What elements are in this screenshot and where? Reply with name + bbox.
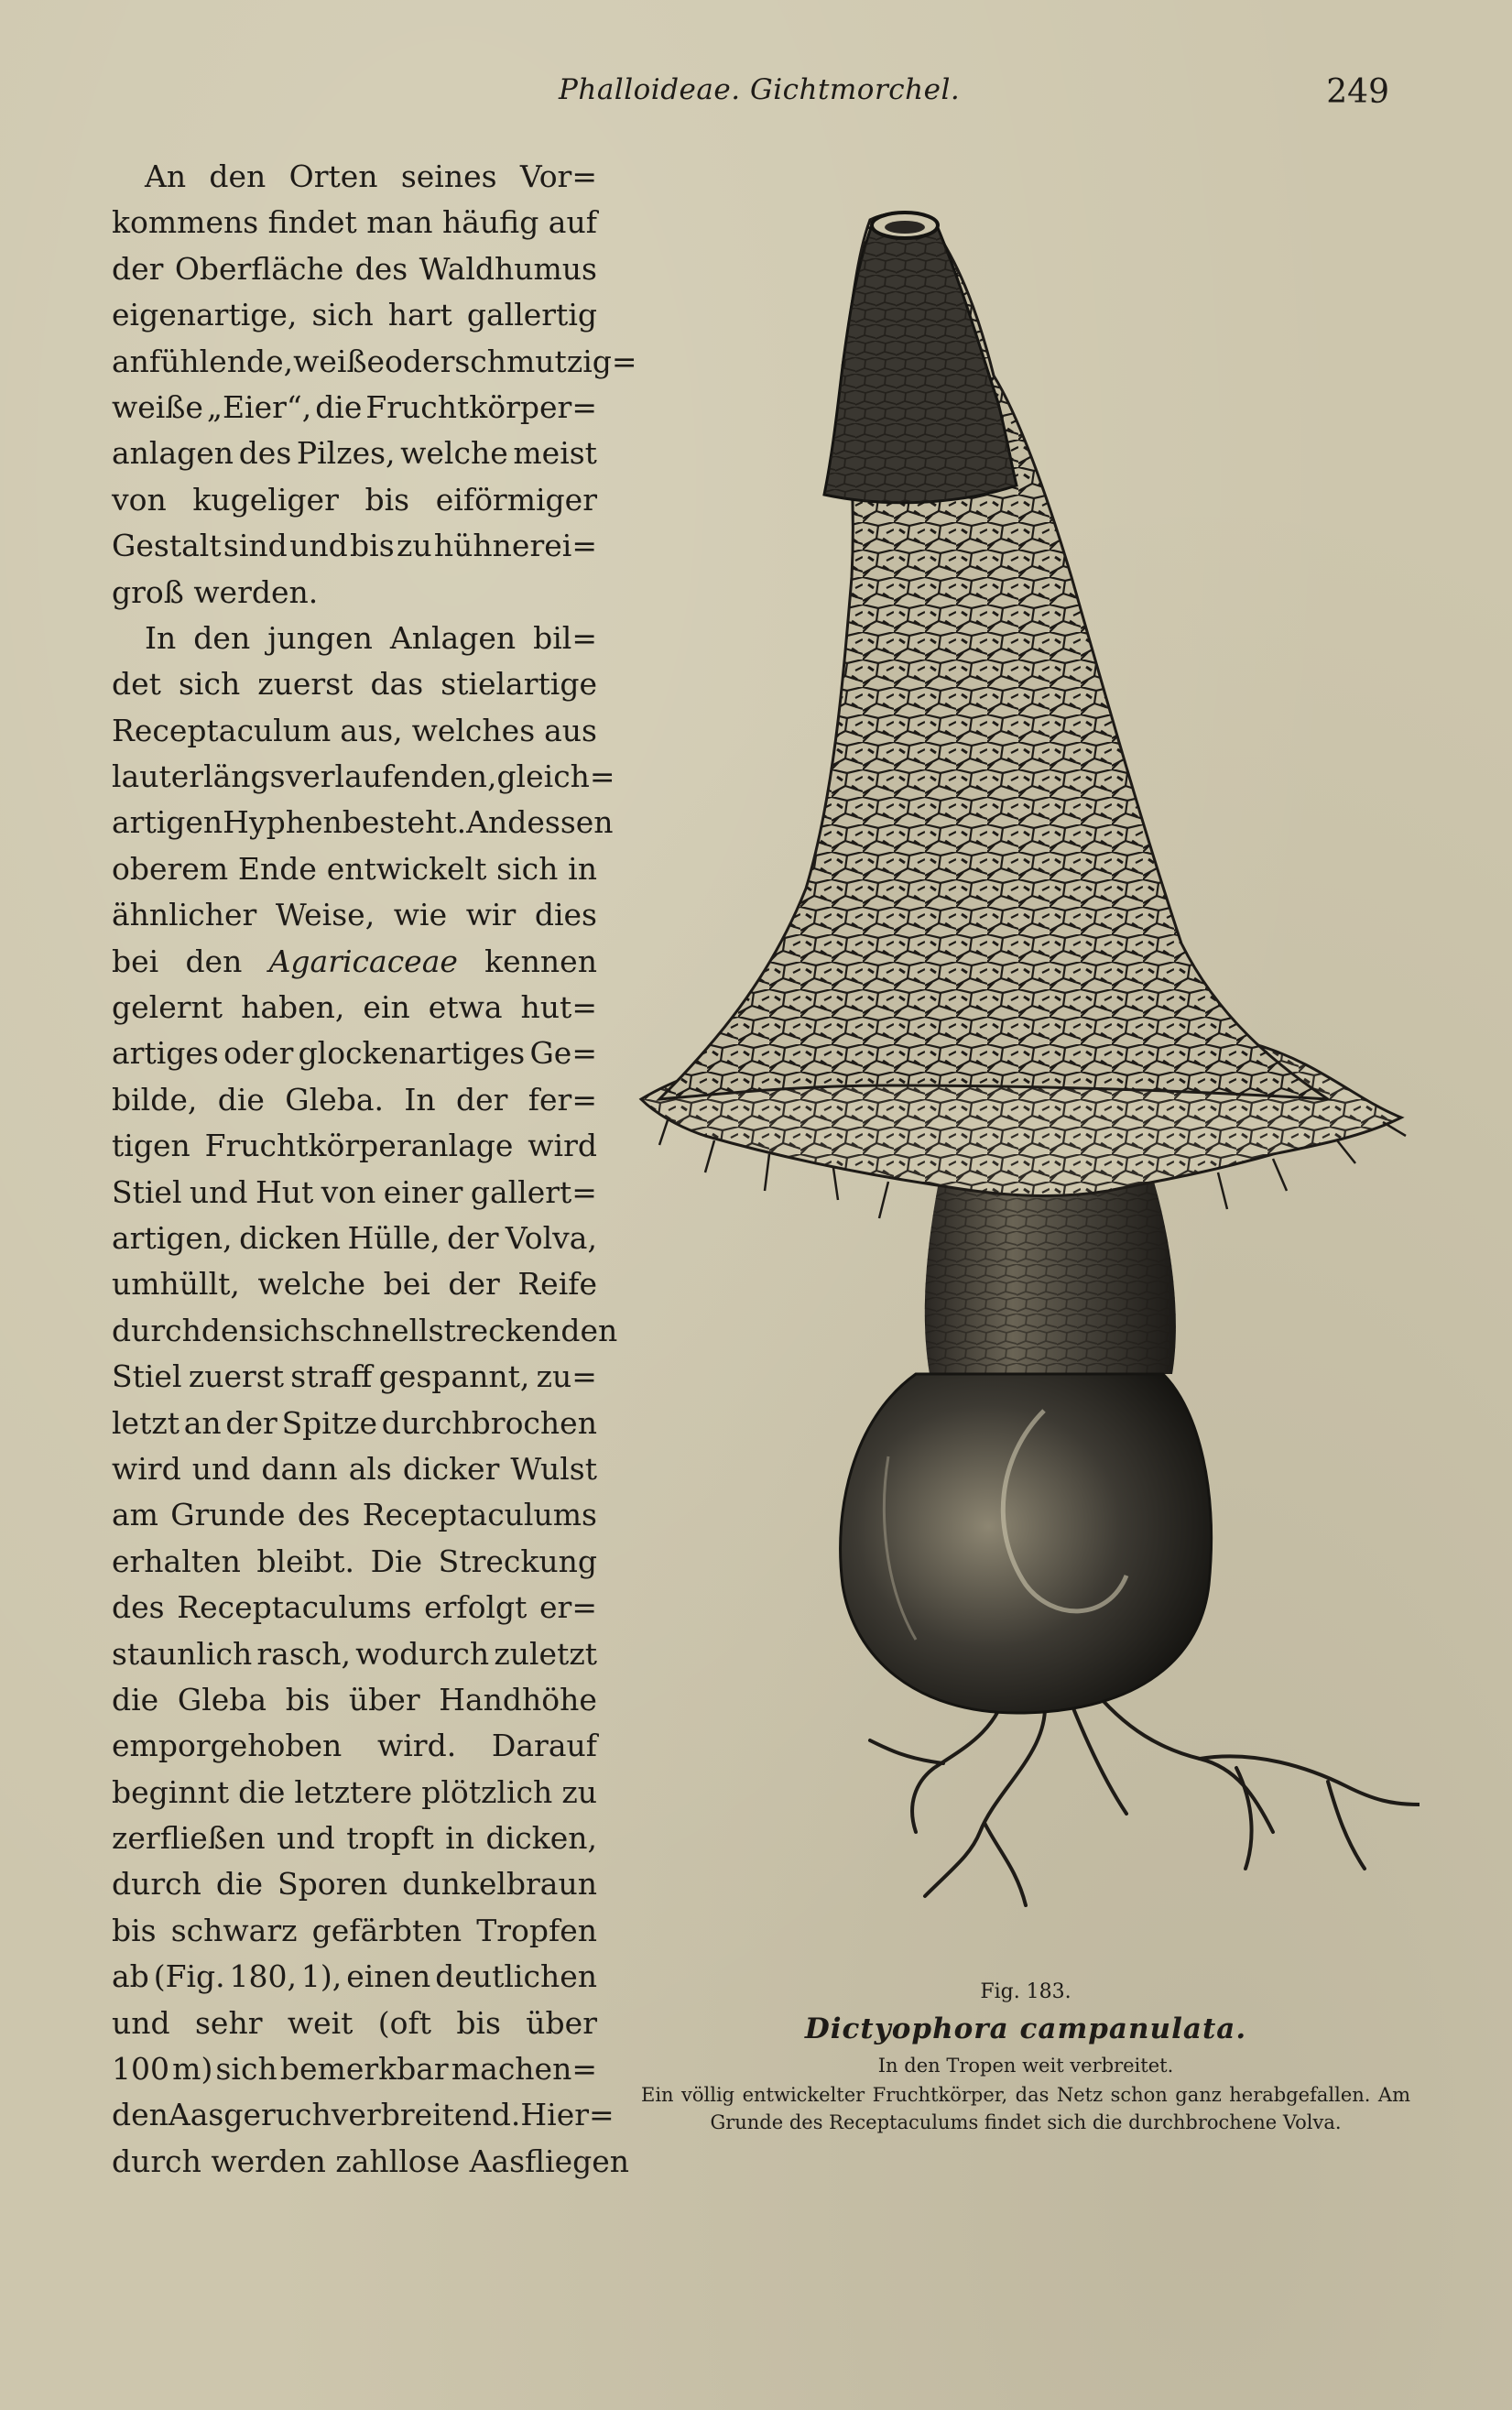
body-line: Gestalt sind und bis zu hühnerei= <box>112 528 597 564</box>
body-line: oberem Ende entwickelt sich in <box>112 850 597 887</box>
running-head-title: Phalloideae. Gichtmorchel. <box>559 73 961 106</box>
body-line: erhalten bleibt. Die Streckung <box>112 1543 597 1579</box>
body-line: beginnt die letztere plötzlich zu <box>112 1773 597 1810</box>
body-line: die Gleba bis über Handhöhe <box>112 1681 597 1718</box>
body-line: lauter längs verlaufenden, gleich= <box>112 758 615 795</box>
body-line: den Aasgeruch verbreitend. Hier= <box>112 2097 615 2133</box>
figure-species: Dictyophora campanulata. <box>804 2012 1247 2045</box>
body-line: wird und dann als dicker Wulst <box>112 1450 597 1487</box>
body-line: groß werden. <box>112 573 319 610</box>
body-line: am Grunde des Receptaculums <box>112 1497 597 1533</box>
body-line: Receptaculum aus, welches aus <box>112 712 597 748</box>
body-line: In den jungen Anlagen bil= <box>145 619 597 656</box>
body-line: anfühlende, weiße oder schmutzig= <box>112 343 637 379</box>
figure-range: In den Tropen weit verbreitet. <box>877 2055 1174 2077</box>
root-strands <box>870 1685 1420 1905</box>
figure-illustration <box>614 192 1420 1914</box>
body-line: letzt an der Spitze durchbrochen <box>112 1404 597 1441</box>
body-line: 100 m) sich bemerkbar machen= <box>112 2051 597 2088</box>
body-line: zerfließen und tropft in dicken, <box>112 1820 597 1857</box>
body-line: weiße „Eier“, die Fruchtkörper= <box>112 388 597 425</box>
figure-description: Ein völlig entwickelter Fruchtkörper, das Netz schon ganz herabgefallen. Am Grunde des Receptaculums findet sich die durchbrochene Volva. <box>641 2084 1410 2133</box>
body-line: ähnlicher Weise, wie wir dies <box>112 897 597 933</box>
body-line: und sehr weit (oft bis über <box>112 2004 597 2041</box>
body-line: tigen Fruchtkörperanlage wird <box>112 1128 597 1164</box>
body-line: der Oberfläche des Waldhumus <box>112 250 597 287</box>
page-number: 249 <box>1326 73 1389 111</box>
body-line: bilde, die Gleba. In der fer= <box>112 1081 597 1118</box>
body-line: bis schwarz gefärbten Tropfen <box>112 1912 597 1948</box>
body-line: umhüllt, welche bei der Reife <box>112 1266 597 1303</box>
body-line: bei den Agaricaceae kennen <box>112 943 597 979</box>
figure-label: Fig. 183. <box>980 1980 1071 2003</box>
body-line: artigen, dicken Hülle, der Volva, <box>112 1219 597 1256</box>
body-line: artigen Hyphen besteht. An dessen <box>112 804 614 841</box>
body-line: Stiel zuerst straff gespannt, zu= <box>112 1358 597 1395</box>
body-line: durch den sich schnell streckenden <box>112 1312 618 1348</box>
mushroom-illustration-icon <box>614 192 1420 1914</box>
figure-caption <box>641 1977 1410 2136</box>
body-line: durch die Sporen dunkelbraun <box>112 1866 597 1903</box>
body-line: artiges oder glockenartiges Ge= <box>112 1035 597 1072</box>
volva <box>841 1374 1212 1713</box>
body-line: det sich zuerst das stielartige <box>112 666 597 703</box>
body-line: von kugeliger bis eiförmiger <box>112 481 597 518</box>
body-line: anlagen des Pilzes, welche meist <box>112 435 597 472</box>
body-line: staunlich rasch, wodurch zuletzt <box>112 1635 597 1672</box>
body-line: ab (Fig. 180, 1), einen deutlichen <box>112 1958 597 1995</box>
body-line: eigenartige, sich hart gallertig <box>112 297 597 333</box>
body-text-column <box>112 154 637 2185</box>
body-line: gelernt haben, ein etwa hut= <box>112 989 597 1026</box>
body-line: durch werden zahllose Aasfliegen <box>112 2143 630 2179</box>
body-line: emporgehoben wird. Darauf <box>112 1728 597 1764</box>
running-head <box>0 73 1512 119</box>
body-line: kommens findet man häufig auf <box>112 204 597 241</box>
body-line: An den Orten seines Vor= <box>145 158 597 194</box>
body-line: Stiel und Hut von einer gallert= <box>112 1173 597 1210</box>
body-line: des Receptaculums erfolgt er= <box>112 1589 597 1626</box>
